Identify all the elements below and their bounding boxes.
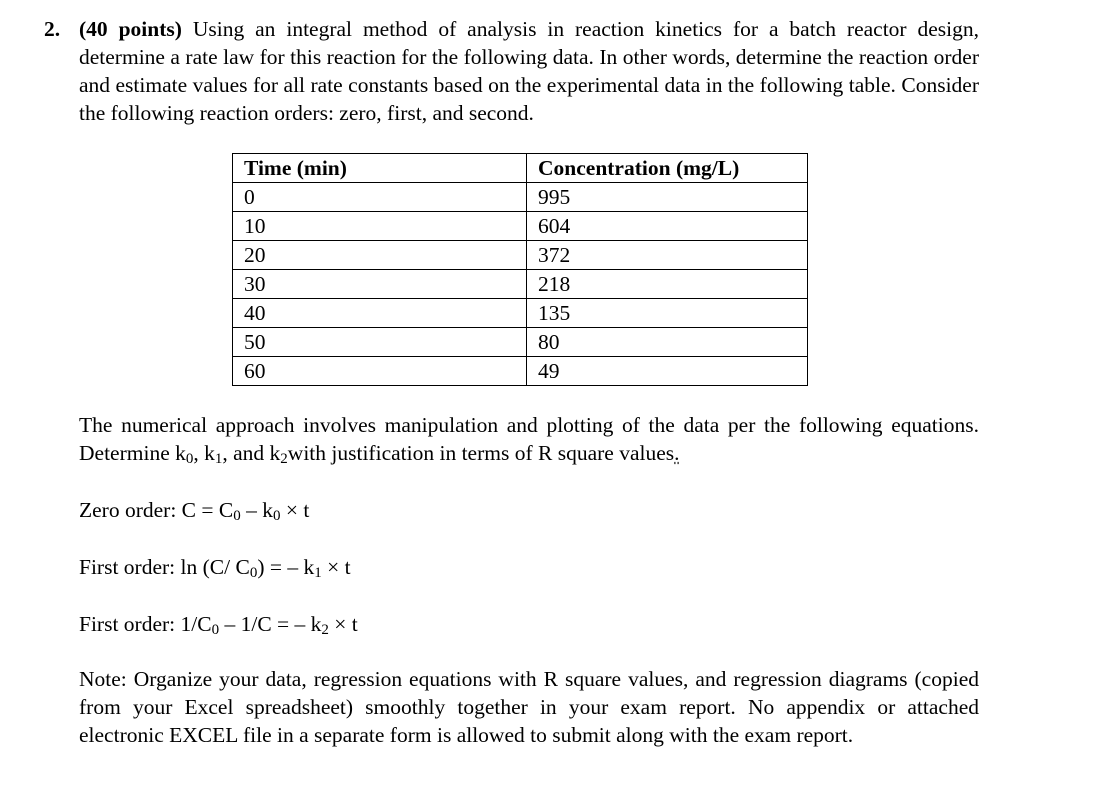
equation-zero-order (79, 496, 979, 524)
equation-text: × t (321, 555, 351, 579)
cell-time: 60 (233, 357, 527, 386)
subscript: 0 (211, 622, 220, 638)
equation-text: × t (328, 612, 358, 636)
table-header-row (233, 154, 808, 183)
subscript: 2 (321, 622, 329, 638)
question-text (79, 15, 979, 127)
table-row (233, 241, 808, 270)
subscript: 0 (233, 508, 241, 524)
equation-text: First order: 1/C (79, 612, 212, 636)
note-paragraph: Note: Organize your data, regression equations with R square values, and regression diagrams (copied from your Excel spreadsheet) smoothly together in your exam report. No appendix or attached electronic EXCEL file in a separate form is allowed to submit along with the exam report. (79, 667, 979, 747)
cell-concentration: 135 (527, 299, 808, 328)
cell-concentration: 49 (527, 357, 808, 386)
table-row (233, 299, 808, 328)
subscript: 2 (280, 451, 288, 467)
equation-text: ) = – k (257, 555, 315, 579)
header-concentration: Concentration (mg/L) (527, 154, 808, 183)
equation-first-order (79, 553, 979, 581)
approach-paragraph (79, 411, 979, 467)
subscript: 0 (185, 451, 194, 467)
equation-text: First order: ln (C/ C (79, 555, 250, 579)
subscript: 0 (272, 508, 281, 524)
question-points: (40 points) (79, 17, 182, 41)
table-row (233, 212, 808, 241)
subscript: 0 (249, 565, 258, 581)
table-row (233, 270, 808, 299)
equation-text: Zero order: C = C (79, 498, 234, 522)
equation-text: – k (240, 498, 273, 522)
cell-concentration: 218 (527, 270, 808, 299)
cell-time: 30 (233, 270, 527, 299)
approach-text: , k (193, 441, 215, 465)
equation-second-order (79, 610, 979, 638)
question-number: 2. (44, 17, 61, 41)
cell-concentration: 995 (527, 183, 808, 212)
header-time: Time (min) (233, 154, 527, 183)
equation-text: × t (280, 498, 310, 522)
cell-time: 40 (233, 299, 527, 328)
table-row (233, 328, 808, 357)
cell-concentration: 80 (527, 328, 808, 357)
table-row (233, 357, 808, 386)
cell-concentration: 604 (527, 212, 808, 241)
approach-text: . (674, 441, 680, 465)
approach-text: with justification in terms of R square values (287, 441, 675, 465)
equation-text: – 1/C = – k (219, 612, 322, 636)
data-table (232, 153, 808, 386)
subscript: 1 (214, 451, 223, 467)
cell-time: 50 (233, 328, 527, 357)
question-block (44, 15, 979, 127)
cell-time: 10 (233, 212, 527, 241)
question-body: Using an integral method of analysis in reaction kinetics for a batch reactor design, determine a rate law for this reaction for the following data. In other words, determine the reaction order and estimate values for all rate constants based on the experimental data in the following table. Consider the following reaction orders: zero, first, and second. (79, 17, 980, 125)
subscript: 1 (314, 565, 322, 581)
approach-text: The numerical approach involves manipulation and plotting of the data per the following equations. Determine k (79, 413, 979, 465)
cell-time: 20 (233, 241, 527, 270)
cell-time: 0 (233, 183, 527, 212)
approach-text: , and k (222, 441, 281, 465)
cell-concentration: 372 (527, 241, 808, 270)
table-row (233, 183, 808, 212)
